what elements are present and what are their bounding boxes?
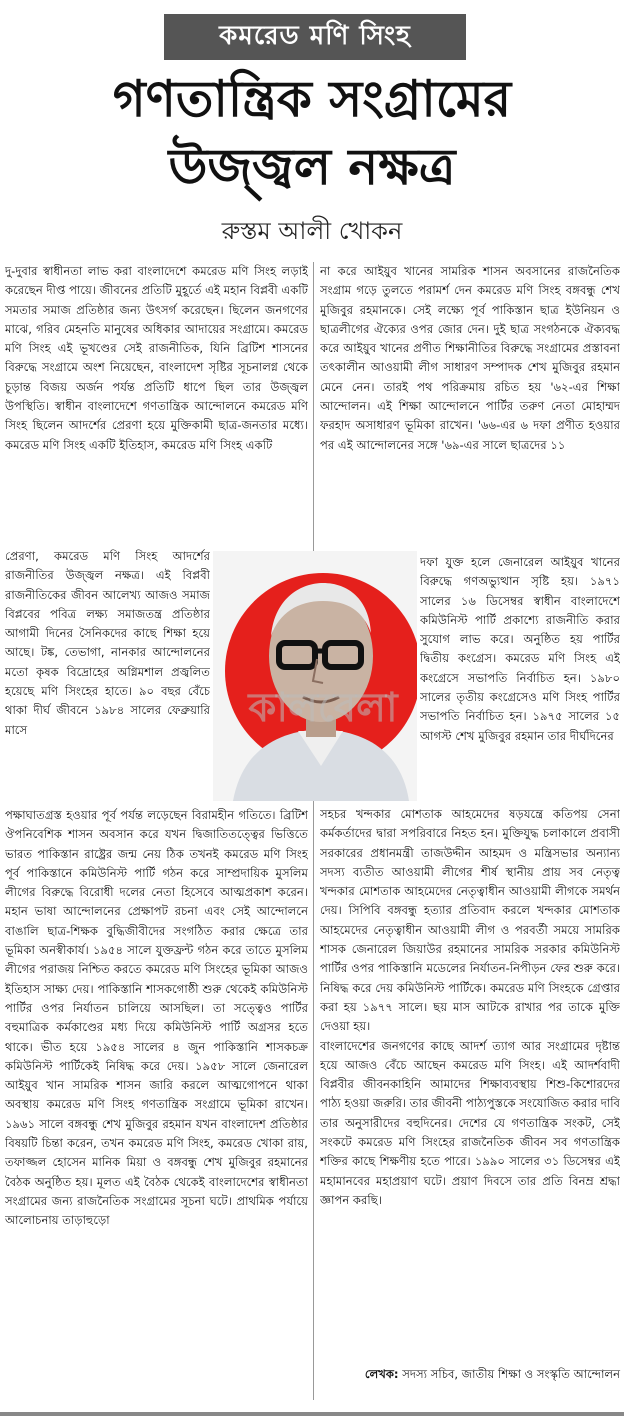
kicker-banner: কমরেড মণি সিংহ (164, 14, 466, 60)
paragraph: বাংলাদেশের জনগণের কাছে আদর্শ ত্যাগ আর সংগ্রামের দৃষ্টান্ত হয়ে আজও বেঁচে আছেন কমরেড মণি সিংহ। এই আদর্শবাদী বিপ্লবীর জীবনকাহিনি আমাদের শিক্ষাব্যবস্থায় শিশু-কিশোরদের পাঠ্য হওয়া জরুরি। তার জীবনী পাঠ্যপুস্তকে সংযোজিত করার দাবি তার অনুসারীদের বহুদিনের। দেশের যে গণতান্ত্রিক সংকট, সেই সংকটে কমরেড মণি সিংহের রাজনৈতিক জীবন সব গণতান্ত্রিক শক্তির কাছে শিক্ষণীয় হতে পারে। ১৯৯০ সালের ৩১ ডিসেম্বর এই মহামানবের মহাপ্রয়াণ ঘটে। প্রয়াণ দিবসে তার প্রতি বিনম্র শ্রদ্ধা জ্ঞাপন করছি। (320, 1038, 620, 1207)
column-divider (313, 262, 314, 1400)
bottom-rule (0, 1412, 624, 1416)
paragraph: দু-দুবার স্বাধীনতা লাভ করা বাংলাদেশে কমরেড মণি সিংহ লড়াই করেছেন দীপ্ত পায়ে। জীবনের প্রতিটি মুহূর্তে এই মহান বিপ্লবী একটি সমতার সমাজ প্রতিষ্ঠার জন্য উৎসর্গ করেছেন। ছিলেন জনগণের মাঝে, গরিব মেহনতি মানুষের অধিকার আদায়ের সংগ্রামে। কমরেড মণি সিংহ এই ভূখণ্ডের সেই রাজনীতিক, যিনি ব্রিটিশ শাসনের বিরুদ্ধে সংগ্রামে অংশ নিয়েছেন, বাংলাদেশ সৃষ্টির সূচনালগ্ন থেকে চূড়ান্ত বিজয় অর্জন পর্যন্ত প্রতিটি ধাপে ছিল তার উজ্জ্বল উপস্থিতি। স্বাধীন বাংলাদেশে গণতান্ত্রিক আন্দোলনে কমরেড মণি সিংহ ছিলেন আদর্শের প্রেরণা হয়ে মুক্তিকামী ছাত্র-জনতার মধ্যে। কমরেড মণি সিংহ একটি ইতিহাস, কমরেড মণি সিংহ একটি (5, 264, 308, 452)
byline: রুস্তম আলী খোকন (221, 217, 403, 245)
column-1-bottom (5, 806, 308, 1398)
portrait-photo (213, 551, 417, 801)
paragraph: সহচর খন্দকার মোশতাক আহমেদের ষড়যন্ত্রে কতিপয় সেনা কর্মকর্তাদের দ্বারা সপরিবারে নিহত হন। মুক্তিযুদ্ধ চলাকালে প্রবাসী সরকারের প্রধানমন্ত্রী তাজউদ্দীন আহমদ ও মন্ত্রিসভার অন্যান্য সদস্য ব্যতীত আওয়ামী লীগের শীর্ষ স্থানীয় প্রায় সব নেতৃত্ব খন্দকার মোশতাক আহমেদের নেতৃত্বাধীন আওয়ামী লীগকে সমর্থন দেয়। সিপিবি বঙ্গবন্ধু হত্যার প্রতিবাদ করলে খন্দকার মোশতাক আহমেদের নেতৃত্বাধীন আওয়ামী লীগ ও পরবর্তী সময়ে সামরিক শাসক জেনারেল জিয়াউর রহমানের সামরিক সরকার কমিউনিস্ট পার্টির ওপর পাকিস্তানি মডেলের নির্যাতন-নিপীড়ন ফের শুরু করে। নিষিদ্ধ করে দেয় কমিউনিস্ট পার্টিকে। কমরেড মণি সিংহকে গ্রেপ্তার করা হয় ১৯৭৭ সালে। ছয় মাস আটকে রাখার পর তাকে মুক্তি দেওয়া হয়। (320, 807, 620, 1034)
paragraph: পক্ষাঘাতগ্রস্ত হওয়ার পূর্ব পর্যন্ত লড়েছেন বিরামহীন গতিতে। ব্রিটিশ ঔপনিবেশিক শাসন অবসান করে যখন দ্বিজাতিতত্ত্বের ভিত্তিতে ভারত পাকিস্তান রাষ্ট্রের জন্ম নেয় ঠিক তখনই কমরেড মণি সিংহ পূর্ব পাকিস্তানে কমিউনিস্ট পার্টি গঠন করে সাম্প্রদায়িক মুসলিম লীগের বিরুদ্ধে বিরোধী দলের নেতা হিসেবে আত্মপ্রকাশ করেন। মহান ভাষা আন্দোলনের প্রেক্ষাপট রচনা এবং সেই আন্দোলনে বাঙালি ছাত্র-শিক্ষক বুদ্ধিজীবীদের সংগঠিত করার ক্ষেত্রে তার ভূমিকা অনস্বীকার্য। ১৯৫৪ সালে যুক্তফ্রন্ট গঠন করে তাতে মুসলিম লীগের পরাজয় নিশ্চিত করতে কমরেড মণি সিংহের ভূমিকা আজও ইতিহাস সাক্ষ্য দেয়। পাকিস্তানি শাসকগোষ্ঠী শুরু থেকেই কমিউনিস্ট পার্টির ওপর নির্যাতন চালিয়ে আসছিল। তা সত্ত্বেও পার্টির বহুমাত্রিক কর্মকাণ্ডের মধ্য দিয়ে কমিউনিস্ট পার্টি অগ্রসর হতে থাকে। ভীত হয়ে ১৯৫৪ সালের ৪ জুন পাকিস্তানি শাসকচক্র কমিউনিস্ট পার্টিকেই নিষিদ্ধ করে দেয়। ১৯৫৮ সালে জেনারেল আইয়ুব খান সামরিক শাসন জারি করলে আত্মগোপনে থাকা অবস্থায় কমরেড মণি সিংহ গণতান্ত্রিক সংগ্রামে ভূমিকা রাখেন। ১৯৬১ সালে বঙ্গবন্ধু শেখ মুজিবুর রহমান যখন বাংলাদেশ প্রতিষ্ঠার বিষয়টি চিন্তা করেন, তখন কমরেড মণি সিংহ, কমরেড খোকা রায়, তফাজ্জল হোসেন মানিক মিয়া ও বঙ্গবন্ধু শেখ মুজিবুর রহমানের বৈঠক অনুষ্ঠিত হয়। মূলত এই বৈঠক থেকেই বাংলাদেশের স্বাধীনতা সংগ্রামের জন্য রাজনৈতিক সংগ্রামের সূচনা ঘটে। প্রাথমিক পর্যায়ে আলোচনায় তাড়াহুড়ো (5, 808, 308, 1228)
column-2-top (320, 262, 620, 552)
watermark-logo: কালবেলা (248, 685, 398, 731)
column-2-bottom (320, 805, 620, 1365)
headline-line-2: উজ্জ্বল নক্ষত্র (168, 138, 456, 196)
author-note-label: লেখক: (364, 1367, 399, 1381)
portrait-illustration (213, 551, 417, 801)
column-1-top (5, 262, 308, 546)
paragraph: না করে আইয়ুব খানের সামরিক শাসন অবসানের রাজনৈতিক সংগ্রাম গড়ে তুলতে পরামর্শ দেন কমরেড মণি সিংহ বঙ্গবন্ধু শেখ মুজিবুর রহমানকে। সেই লক্ষ্যে পূর্ব পাকিস্তান ছাত্র ইউনিয়ন ও ছাত্রলীগের ঐক্যের ওপর জোর দেন। দুই ছাত্র সংগঠনকে ঐক্যবদ্ধ করে আইয়ুব খানের প্রণীত শিক্ষানীতির বিরুদ্ধে সংগ্রামের প্রস্তাবনা তৎকালীন আওয়ামী লীগ সাধারণ সম্পাদক শেখ মুজিবুর রহমান মেনে নেন। তারই পথ পরিক্রমায় রচিত হয় '৬২-এর শিক্ষা আন্দোলন। এই শিক্ষা আন্দোলনে পার্টির তরুণ নেতা মোহাম্মদ ফরহাদ অসাধারণ ভূমিকা রাখেন। '৬৬-এর ৬ দফা প্রণীত হওয়ার পর এই আন্দোলনের সঙ্গে '৬৯-এর সালে ছাত্রদের ১১ (320, 264, 620, 452)
headline-line-1: গণতান্ত্রিক সংগ্রামের (112, 70, 512, 128)
column-2-narrow (420, 553, 620, 803)
paragraph: দফা যুক্ত হলে জেনারেল আইয়ুব খানের বিরুদ্ধে গণঅভ্যুত্থান সৃষ্টি হয়। ১৯৭১ সালের ১৬ ডিসেম্বর স্বাধীন বাংলাদেশে কমিউনিস্ট পার্টি প্রকাশ্যে রাজনীতি করার সুযোগ লাভ করে। অনুষ্ঠিত হয় পার্টির দ্বিতীয় কংগ্রেস। কমরেড মণি সিংহ এই কংগ্রেসে সভাপতি নির্বাচিত হন। ১৯৮০ সালের তৃতীয় কংগ্রেসেও মণি সিংহ পার্টির সভাপতি নির্বাচিত হন। ১৯৭৫ সালের ১৫ আগস্ট শেখ মুজিবুর রহমান তার দীর্ঘদিনের (420, 555, 620, 743)
column-1-narrow (5, 547, 210, 805)
author-note-text: সদস্য সচিব, জাতীয় শিক্ষা ও সংস্কৃতি আন্দোলন (402, 1367, 620, 1381)
author-note (360, 1365, 620, 1384)
paragraph: প্রেরণা, কমরেড মণি সিংহ আদর্শের রাজনীতির উজ্জ্বল নক্ষত্র। এই বিপ্লবী রাজনীতিকের জীবন আলেখ্য আজও সমাজ বিপ্লবের পবিত্র লক্ষ্য সমাজতন্ত্র প্রতিষ্ঠার আগামী দিনের সৈনিকদের কাছে শিক্ষা হয়ে আছে। টঙ্ক, তেভাগা, নানকার আন্দোলনের মতো কৃষক বিদ্রোহের অগ্নিমশাল প্রজ্বলিত হয়েছে মণি সিংহের হাতে। ৯০ বছর বেঁচে থাকা দীর্ঘ জীবনে ১৯৮৪ সালের ফেব্রুয়ারি মাসে (5, 549, 210, 737)
